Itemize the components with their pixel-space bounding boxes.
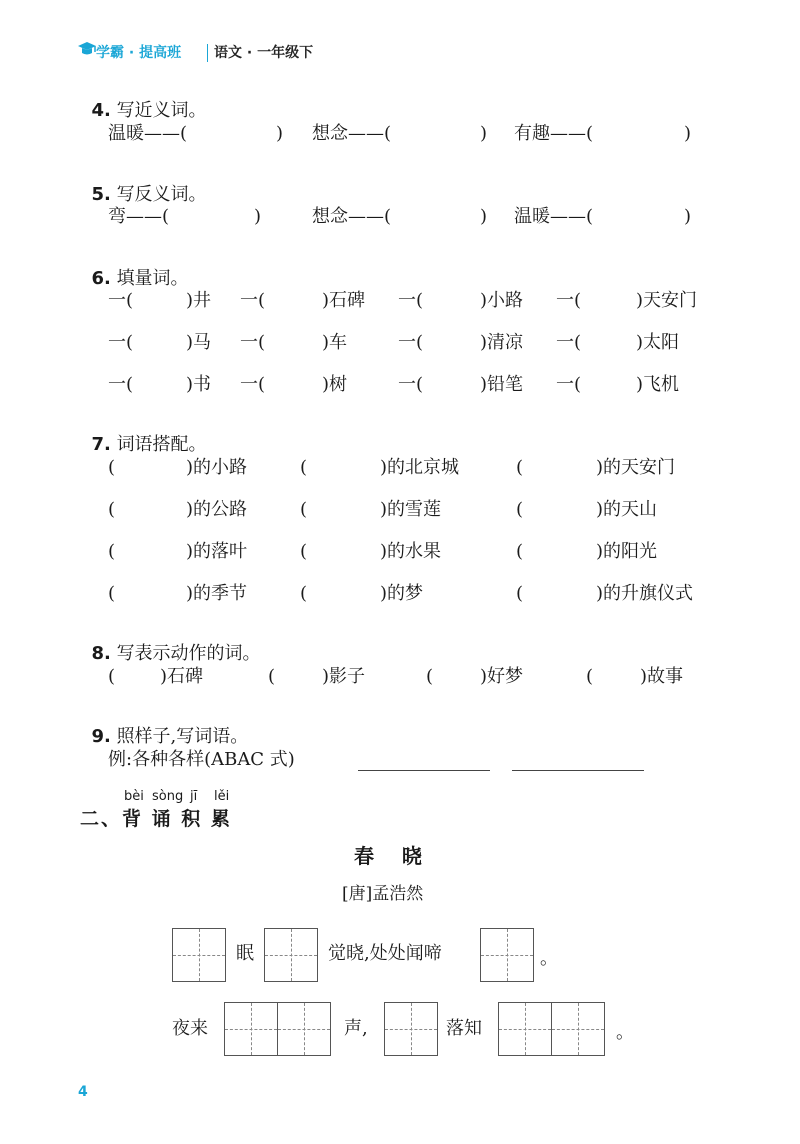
graduation-cap-icon	[76, 40, 98, 58]
q7-cell: (	[108, 583, 116, 604]
poem-title: 春 晓	[354, 844, 422, 868]
q7-cell: (	[300, 499, 308, 520]
answer-blank-2[interactable]	[512, 770, 644, 771]
answer-blank-1[interactable]	[358, 770, 490, 771]
q6-cell: )车	[322, 332, 348, 353]
q4-item: 温暖——(	[108, 123, 188, 144]
tianzige-grid[interactable]	[172, 928, 225, 982]
tianzige-cell[interactable]	[498, 1002, 552, 1056]
pinyin-ji: jī	[190, 789, 198, 804]
q6-cell: )石碑	[322, 290, 366, 311]
q7-cell: (	[516, 499, 524, 520]
q6-cell: )清凉	[480, 332, 524, 353]
q6-cell: )小路	[480, 290, 524, 311]
question-text: 填量词。	[116, 268, 189, 289]
q8-item: (	[586, 666, 594, 687]
tianzige-cell[interactable]	[551, 1002, 605, 1056]
q7-cell: (	[516, 457, 524, 478]
q6-cell: 一(	[240, 374, 266, 395]
pinyin-lei: lěi	[214, 789, 230, 804]
q7-cell: (	[516, 583, 524, 604]
question-8-title	[80, 627, 261, 663]
question-4-title	[80, 84, 207, 120]
question-5-title	[80, 168, 207, 204]
q6-cell: 一(	[108, 290, 134, 311]
q8-item: (	[426, 666, 434, 687]
question-text: 写表示动作的词。	[116, 643, 261, 664]
q5-item: 弯——(	[108, 206, 170, 227]
tianzige-grid[interactable]	[480, 928, 533, 982]
q6-cell: 一(	[398, 374, 424, 395]
q8-item: )好梦	[480, 666, 524, 687]
q7-cell: (	[300, 457, 308, 478]
q7-cell: (	[108, 457, 116, 478]
question-6-title	[80, 252, 189, 288]
q7-cell: (	[516, 541, 524, 562]
q5-item: 想念——(	[312, 206, 392, 227]
section-2-heading: 二、背 诵 积 累	[80, 808, 232, 830]
q8-item: )故事	[640, 666, 684, 687]
poem-text: 。	[616, 1022, 634, 1043]
pinyin-song: sòng	[152, 789, 184, 804]
q5-item: )	[480, 206, 488, 227]
q8-item: (	[268, 666, 276, 687]
poem-author: [唐]孟浩然	[342, 884, 424, 904]
q6-cell: 一(	[240, 332, 266, 353]
q6-cell: )树	[322, 374, 348, 395]
question-text: 词语搭配。	[116, 434, 207, 455]
q9-example: 例:各种各样(ABAC 式)	[108, 749, 295, 770]
q6-cell: 一(	[240, 290, 266, 311]
q6-cell: )飞机	[636, 374, 680, 395]
tianzige-cell[interactable]	[480, 928, 534, 982]
poem-text: 。	[540, 948, 558, 969]
question-7-title	[80, 418, 207, 454]
question-number: 9.	[91, 726, 111, 747]
q4-item: 想念——(	[312, 123, 392, 144]
q4-item: 有趣——(	[514, 123, 594, 144]
q7-cell: (	[300, 583, 308, 604]
poem-text: 夜来	[172, 1018, 208, 1039]
tianzige-cell[interactable]	[277, 1002, 331, 1056]
pinyin-bei: bèi	[124, 789, 144, 804]
q7-cell: )的季节	[186, 583, 248, 604]
header-subject: 语文 · 一年级下	[214, 45, 314, 61]
q6-cell: 一(	[108, 374, 134, 395]
q6-cell: )太阳	[636, 332, 680, 353]
q6-cell: 一(	[556, 374, 582, 395]
q6-cell: )铅笔	[480, 374, 524, 395]
q6-cell: 一(	[556, 290, 582, 311]
question-number: 6.	[91, 268, 111, 289]
q7-cell: )的小路	[186, 457, 248, 478]
tianzige-grid[interactable]	[498, 1002, 604, 1056]
tianzige-cell[interactable]	[384, 1002, 438, 1056]
tianzige-cell[interactable]	[224, 1002, 278, 1056]
header-brand: 学霸 · 提高班	[96, 45, 182, 61]
header-divider	[207, 44, 208, 62]
q7-cell: (	[108, 541, 116, 562]
tianzige-grid[interactable]	[264, 928, 317, 982]
tianzige-grid[interactable]	[224, 1002, 330, 1056]
q7-cell: )的阳光	[596, 541, 658, 562]
poem-text: 声,	[344, 1018, 368, 1039]
q5-item: )	[254, 206, 262, 227]
q7-cell: )的雪莲	[380, 499, 442, 520]
question-text: 照样子,写词语。	[116, 726, 249, 747]
poem-text: 眠	[236, 943, 254, 964]
q6-cell: )天安门	[636, 290, 698, 311]
q4-item: )	[276, 123, 284, 144]
q8-item: )石碑	[160, 666, 204, 687]
q6-cell: )书	[186, 374, 212, 395]
tianzige-grid[interactable]	[384, 1002, 437, 1056]
page-number: 4	[78, 1084, 88, 1100]
q6-cell: 一(	[108, 332, 134, 353]
question-number: 8.	[91, 643, 111, 664]
q6-cell: )马	[186, 332, 212, 353]
question-number: 5.	[91, 184, 111, 205]
tianzige-cell[interactable]	[172, 928, 226, 982]
q7-cell: )的天安门	[596, 457, 676, 478]
q7-cell: (	[108, 499, 116, 520]
q5-item: 温暖——(	[514, 206, 594, 227]
question-text: 写反义词。	[116, 184, 207, 205]
poem-text: 落知	[446, 1018, 482, 1039]
q7-cell: )的水果	[380, 541, 442, 562]
q8-item: (	[108, 666, 116, 687]
q6-cell: 一(	[398, 290, 424, 311]
poem-text: 觉晓,处处闻啼	[328, 943, 442, 964]
q7-cell: (	[300, 541, 308, 562]
tianzige-cell[interactable]	[264, 928, 318, 982]
q7-cell: )的落叶	[186, 541, 248, 562]
q6-cell: )井	[186, 290, 212, 311]
q7-cell: )的公路	[186, 499, 248, 520]
q5-item: )	[684, 206, 692, 227]
question-number: 4.	[91, 100, 111, 121]
q6-cell: 一(	[398, 332, 424, 353]
q4-item: )	[480, 123, 488, 144]
q4-item: )	[684, 123, 692, 144]
q7-cell: )的升旗仪式	[596, 583, 694, 604]
q7-cell: )的梦	[380, 583, 424, 604]
question-9-title	[80, 710, 248, 746]
question-number: 7.	[91, 434, 111, 455]
q7-cell: )的天山	[596, 499, 658, 520]
q8-item: )影子	[322, 666, 366, 687]
q6-cell: 一(	[556, 332, 582, 353]
question-text: 写近义词。	[116, 100, 207, 121]
q7-cell: )的北京城	[380, 457, 460, 478]
